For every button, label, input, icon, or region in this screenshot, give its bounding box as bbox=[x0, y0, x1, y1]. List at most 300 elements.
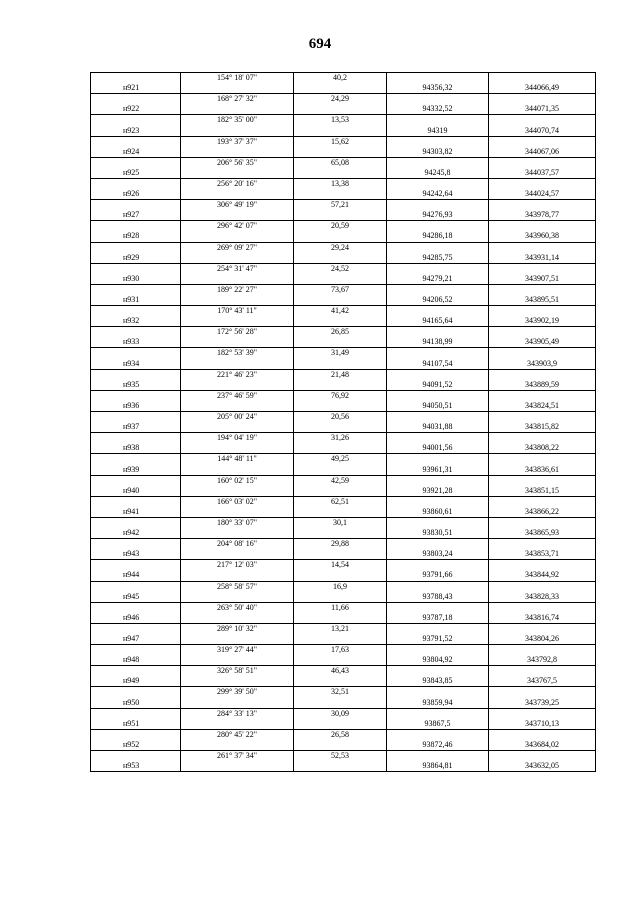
distance-cell: 41,42 bbox=[294, 306, 387, 317]
distance-cell-empty bbox=[294, 147, 387, 158]
point-row bbox=[91, 655, 596, 666]
x-cell-empty bbox=[387, 729, 489, 740]
point-name-cell: н944 bbox=[91, 570, 181, 581]
direction-angle-cell: 258° 58' 57" bbox=[181, 581, 294, 592]
y-cell-empty bbox=[489, 200, 596, 211]
angle-cell-empty bbox=[181, 422, 294, 433]
point-name-cell: н936 bbox=[91, 401, 181, 412]
point-name-cell: н938 bbox=[91, 443, 181, 454]
distance-cell-empty bbox=[294, 253, 387, 264]
segment-row bbox=[91, 136, 596, 147]
direction-angle-cell: 206° 56' 35" bbox=[181, 157, 294, 168]
x-coordinate-cell: 94303,82 bbox=[387, 147, 489, 158]
distance-cell-empty bbox=[294, 549, 387, 560]
distance-cell-empty bbox=[294, 422, 387, 433]
y-cell-empty bbox=[489, 517, 596, 528]
point-cell-empty bbox=[91, 94, 181, 105]
segment-row bbox=[91, 327, 596, 338]
distance-cell: 31,49 bbox=[294, 348, 387, 359]
direction-angle-cell: 182° 53' 39" bbox=[181, 348, 294, 359]
x-cell-empty bbox=[387, 136, 489, 147]
segment-row bbox=[91, 390, 596, 401]
distance-cell-empty bbox=[294, 231, 387, 242]
angle-cell-empty bbox=[181, 337, 294, 348]
y-coordinate-cell: 343902,19 bbox=[489, 316, 596, 327]
distance-cell: 29,88 bbox=[294, 539, 387, 550]
y-coordinate-cell: 343792,8 bbox=[489, 655, 596, 666]
point-name-cell: н925 bbox=[91, 168, 181, 179]
distance-cell: 30,09 bbox=[294, 708, 387, 719]
point-row bbox=[91, 380, 596, 391]
x-cell-empty bbox=[387, 200, 489, 211]
point-name-cell: н942 bbox=[91, 528, 181, 539]
point-name-cell: н943 bbox=[91, 549, 181, 560]
segment-row bbox=[91, 581, 596, 592]
x-cell-empty bbox=[387, 178, 489, 189]
segment-row bbox=[91, 475, 596, 486]
y-cell-empty bbox=[489, 348, 596, 359]
segment-row bbox=[91, 284, 596, 295]
distance-cell: 26,85 bbox=[294, 327, 387, 338]
x-cell-empty bbox=[387, 115, 489, 126]
point-row bbox=[91, 528, 596, 539]
angle-cell-empty bbox=[181, 676, 294, 687]
point-name-cell: н926 bbox=[91, 189, 181, 200]
segment-row bbox=[91, 348, 596, 359]
point-cell-empty bbox=[91, 390, 181, 401]
distance-cell-empty bbox=[294, 486, 387, 497]
point-cell-empty bbox=[91, 560, 181, 571]
x-cell-empty bbox=[387, 157, 489, 168]
point-cell-empty bbox=[91, 729, 181, 740]
y-cell-empty bbox=[489, 284, 596, 295]
segment-row bbox=[91, 94, 596, 105]
point-name-cell: н937 bbox=[91, 422, 181, 433]
x-coordinate-cell: 93864,81 bbox=[387, 761, 489, 772]
point-cell-empty bbox=[91, 73, 181, 84]
point-row bbox=[91, 189, 596, 200]
distance-cell: 62,51 bbox=[294, 496, 387, 507]
segment-row bbox=[91, 221, 596, 232]
direction-angle-cell: 306° 49' 19" bbox=[181, 200, 294, 211]
x-cell-empty bbox=[387, 496, 489, 507]
angle-cell-empty bbox=[181, 549, 294, 560]
point-cell-empty bbox=[91, 412, 181, 423]
distance-cell-empty bbox=[294, 337, 387, 348]
angle-cell-empty bbox=[181, 528, 294, 539]
page-number: 694 bbox=[308, 36, 332, 52]
point-name-cell: н948 bbox=[91, 655, 181, 666]
distance-cell-empty bbox=[294, 740, 387, 751]
direction-angle-cell: 319° 27' 44" bbox=[181, 645, 294, 656]
y-coordinate-cell: 343684,02 bbox=[489, 740, 596, 751]
direction-angle-cell: 154° 18' 07" bbox=[181, 73, 294, 84]
y-coordinate-cell: 343853,71 bbox=[489, 549, 596, 560]
direction-angle-cell: 205° 00' 24" bbox=[181, 412, 294, 423]
distance-cell: 13,38 bbox=[294, 178, 387, 189]
direction-angle-cell: 280° 45' 22" bbox=[181, 729, 294, 740]
point-row bbox=[91, 740, 596, 751]
angle-cell-empty bbox=[181, 486, 294, 497]
y-cell-empty bbox=[489, 539, 596, 550]
angle-cell-empty bbox=[181, 380, 294, 391]
point-name-cell: н953 bbox=[91, 761, 181, 772]
angle-cell-empty bbox=[181, 168, 294, 179]
distance-cell: 57,21 bbox=[294, 200, 387, 211]
direction-angle-cell: 194° 04' 19" bbox=[181, 433, 294, 444]
y-cell-empty bbox=[489, 623, 596, 634]
point-row bbox=[91, 549, 596, 560]
coordinates-table-body bbox=[91, 73, 596, 772]
point-cell-empty bbox=[91, 581, 181, 592]
y-cell-empty bbox=[489, 157, 596, 168]
x-cell-empty bbox=[387, 560, 489, 571]
distance-cell: 42,59 bbox=[294, 475, 387, 486]
x-coordinate-cell: 93859,94 bbox=[387, 698, 489, 709]
angle-cell-empty bbox=[181, 231, 294, 242]
direction-angle-cell: 144° 48' 11" bbox=[181, 454, 294, 465]
x-coordinate-cell: 94356,32 bbox=[387, 83, 489, 94]
y-cell-empty bbox=[489, 327, 596, 338]
direction-angle-cell: 160° 02' 15" bbox=[181, 475, 294, 486]
x-cell-empty bbox=[387, 645, 489, 656]
point-name-cell: н924 bbox=[91, 147, 181, 158]
angle-cell-empty bbox=[181, 210, 294, 221]
point-row bbox=[91, 359, 596, 370]
point-cell-empty bbox=[91, 263, 181, 274]
y-cell-empty bbox=[489, 263, 596, 274]
y-cell-empty bbox=[489, 666, 596, 677]
segment-row bbox=[91, 306, 596, 317]
distance-cell-empty bbox=[294, 83, 387, 94]
direction-angle-cell: 261° 37' 34" bbox=[181, 751, 294, 762]
x-cell-empty bbox=[387, 454, 489, 465]
y-cell-empty bbox=[489, 369, 596, 380]
point-cell-empty bbox=[91, 623, 181, 634]
y-coordinate-cell: 343632,05 bbox=[489, 761, 596, 772]
x-coordinate-cell: 93961,31 bbox=[387, 464, 489, 475]
point-row bbox=[91, 168, 596, 179]
distance-cell: 24,52 bbox=[294, 263, 387, 274]
segment-row bbox=[91, 708, 596, 719]
distance-cell: 21,48 bbox=[294, 369, 387, 380]
x-coordinate-cell: 93867,5 bbox=[387, 719, 489, 730]
point-cell-empty bbox=[91, 539, 181, 550]
segment-row bbox=[91, 454, 596, 465]
segment-row bbox=[91, 560, 596, 571]
distance-cell: 29,24 bbox=[294, 242, 387, 253]
point-row bbox=[91, 147, 596, 158]
distance-cell: 15,62 bbox=[294, 136, 387, 147]
segment-row bbox=[91, 263, 596, 274]
point-row bbox=[91, 570, 596, 581]
direction-angle-cell: 237° 46' 59" bbox=[181, 390, 294, 401]
x-coordinate-cell: 94001,56 bbox=[387, 443, 489, 454]
angle-cell-empty bbox=[181, 761, 294, 772]
y-coordinate-cell: 343804,26 bbox=[489, 634, 596, 645]
x-coordinate-cell: 94138,99 bbox=[387, 337, 489, 348]
segment-row bbox=[91, 433, 596, 444]
x-cell-empty bbox=[387, 475, 489, 486]
direction-angle-cell: 221° 46' 23" bbox=[181, 369, 294, 380]
angle-cell-empty bbox=[181, 507, 294, 518]
y-cell-empty bbox=[489, 729, 596, 740]
angle-cell-empty bbox=[181, 83, 294, 94]
point-cell-empty bbox=[91, 327, 181, 338]
x-coordinate-cell: 93804,92 bbox=[387, 655, 489, 666]
direction-angle-cell: 168° 27' 32" bbox=[181, 94, 294, 105]
distance-cell-empty bbox=[294, 189, 387, 200]
y-cell-empty bbox=[489, 708, 596, 719]
distance-cell: 52,53 bbox=[294, 751, 387, 762]
point-name-cell: н949 bbox=[91, 676, 181, 687]
y-cell-empty bbox=[489, 687, 596, 698]
y-coordinate-cell: 344024,57 bbox=[489, 189, 596, 200]
x-cell-empty bbox=[387, 369, 489, 380]
distance-cell-empty bbox=[294, 570, 387, 581]
point-row bbox=[91, 422, 596, 433]
segment-row bbox=[91, 623, 596, 634]
segment-row bbox=[91, 517, 596, 528]
x-coordinate-cell: 94276,93 bbox=[387, 210, 489, 221]
direction-angle-cell: 263° 50' 40" bbox=[181, 602, 294, 613]
distance-cell: 20,56 bbox=[294, 412, 387, 423]
point-row bbox=[91, 634, 596, 645]
point-cell-empty bbox=[91, 517, 181, 528]
point-row bbox=[91, 761, 596, 772]
distance-cell-empty bbox=[294, 125, 387, 136]
point-name-cell: н922 bbox=[91, 104, 181, 115]
x-cell-empty bbox=[387, 602, 489, 613]
distance-cell: 24,29 bbox=[294, 94, 387, 105]
x-coordinate-cell: 94031,88 bbox=[387, 422, 489, 433]
distance-cell-empty bbox=[294, 359, 387, 370]
y-coordinate-cell: 343866,22 bbox=[489, 507, 596, 518]
x-coordinate-cell: 93788,43 bbox=[387, 592, 489, 603]
direction-angle-cell: 326° 58' 51" bbox=[181, 666, 294, 677]
distance-cell: 20,59 bbox=[294, 221, 387, 232]
direction-angle-cell: 289° 10' 32" bbox=[181, 623, 294, 634]
direction-angle-cell: 182° 35' 00" bbox=[181, 115, 294, 126]
point-name-cell: н928 bbox=[91, 231, 181, 242]
y-cell-empty bbox=[489, 306, 596, 317]
direction-angle-cell: 189° 22' 27" bbox=[181, 284, 294, 295]
point-name-cell: н945 bbox=[91, 592, 181, 603]
distance-cell-empty bbox=[294, 168, 387, 179]
y-cell-empty bbox=[489, 751, 596, 762]
segment-row bbox=[91, 496, 596, 507]
point-row bbox=[91, 295, 596, 306]
y-coordinate-cell: 343844,92 bbox=[489, 570, 596, 581]
y-cell-empty bbox=[489, 645, 596, 656]
segment-row bbox=[91, 242, 596, 253]
direction-angle-cell: 299° 39' 50" bbox=[181, 687, 294, 698]
x-cell-empty bbox=[387, 708, 489, 719]
angle-cell-empty bbox=[181, 443, 294, 454]
angle-cell-empty bbox=[181, 359, 294, 370]
angle-cell-empty bbox=[181, 719, 294, 730]
x-coordinate-cell: 94245,8 bbox=[387, 168, 489, 179]
distance-cell: 11,66 bbox=[294, 602, 387, 613]
point-row bbox=[91, 443, 596, 454]
direction-angle-cell: 170° 43' 11" bbox=[181, 306, 294, 317]
distance-cell: 16,9 bbox=[294, 581, 387, 592]
x-coordinate-cell: 94279,21 bbox=[387, 274, 489, 285]
distance-cell: 49,25 bbox=[294, 454, 387, 465]
y-coordinate-cell: 344071,35 bbox=[489, 104, 596, 115]
point-name-cell: н946 bbox=[91, 613, 181, 624]
angle-cell-empty bbox=[181, 740, 294, 751]
point-cell-empty bbox=[91, 687, 181, 698]
point-name-cell: н950 bbox=[91, 698, 181, 709]
point-cell-empty bbox=[91, 348, 181, 359]
angle-cell-empty bbox=[181, 613, 294, 624]
distance-cell-empty bbox=[294, 464, 387, 475]
direction-angle-cell: 166° 03' 02" bbox=[181, 496, 294, 507]
point-name-cell: н929 bbox=[91, 253, 181, 264]
point-cell-empty bbox=[91, 221, 181, 232]
point-cell-empty bbox=[91, 136, 181, 147]
distance-cell-empty bbox=[294, 634, 387, 645]
x-cell-empty bbox=[387, 263, 489, 274]
y-coordinate-cell: 343978,77 bbox=[489, 210, 596, 221]
y-cell-empty bbox=[489, 496, 596, 507]
direction-angle-cell: 269° 09' 27" bbox=[181, 242, 294, 253]
segment-row bbox=[91, 412, 596, 423]
distance-cell: 46,43 bbox=[294, 666, 387, 677]
y-cell-empty bbox=[489, 94, 596, 105]
x-cell-empty bbox=[387, 284, 489, 295]
y-cell-empty bbox=[489, 433, 596, 444]
segment-row bbox=[91, 157, 596, 168]
point-cell-empty bbox=[91, 708, 181, 719]
y-coordinate-cell: 344070,74 bbox=[489, 125, 596, 136]
y-cell-empty bbox=[489, 454, 596, 465]
y-coordinate-cell: 344066,49 bbox=[489, 83, 596, 94]
point-row bbox=[91, 253, 596, 264]
x-coordinate-cell: 93872,46 bbox=[387, 740, 489, 751]
angle-cell-empty bbox=[181, 634, 294, 645]
segment-row bbox=[91, 73, 596, 84]
point-cell-empty bbox=[91, 454, 181, 465]
distance-cell-empty bbox=[294, 676, 387, 687]
x-cell-empty bbox=[387, 539, 489, 550]
angle-cell-empty bbox=[181, 316, 294, 327]
point-row bbox=[91, 125, 596, 136]
point-name-cell: н941 bbox=[91, 507, 181, 518]
point-row bbox=[91, 274, 596, 285]
x-cell-empty bbox=[387, 517, 489, 528]
y-coordinate-cell: 343739,25 bbox=[489, 698, 596, 709]
y-cell-empty bbox=[489, 115, 596, 126]
x-cell-empty bbox=[387, 623, 489, 634]
x-coordinate-cell: 93787,18 bbox=[387, 613, 489, 624]
direction-angle-cell: 172° 56' 28" bbox=[181, 327, 294, 338]
point-cell-empty bbox=[91, 496, 181, 507]
point-row bbox=[91, 104, 596, 115]
point-name-cell: н933 bbox=[91, 337, 181, 348]
distance-cell-empty bbox=[294, 613, 387, 624]
x-cell-empty bbox=[387, 433, 489, 444]
distance-cell: 76,92 bbox=[294, 390, 387, 401]
point-name-cell: н931 bbox=[91, 295, 181, 306]
angle-cell-empty bbox=[181, 147, 294, 158]
distance-cell-empty bbox=[294, 528, 387, 539]
segment-row bbox=[91, 178, 596, 189]
x-coordinate-cell: 94242,64 bbox=[387, 189, 489, 200]
segment-row bbox=[91, 369, 596, 380]
y-coordinate-cell: 343895,51 bbox=[489, 295, 596, 306]
x-coordinate-cell: 94332,52 bbox=[387, 104, 489, 115]
x-cell-empty bbox=[387, 221, 489, 232]
angle-cell-empty bbox=[181, 189, 294, 200]
distance-cell: 40,2 bbox=[294, 73, 387, 84]
angle-cell-empty bbox=[181, 570, 294, 581]
point-cell-empty bbox=[91, 115, 181, 126]
x-cell-empty bbox=[387, 242, 489, 253]
y-cell-empty bbox=[489, 560, 596, 571]
point-cell-empty bbox=[91, 157, 181, 168]
y-coordinate-cell: 343767,5 bbox=[489, 676, 596, 687]
angle-cell-empty bbox=[181, 274, 294, 285]
segment-row bbox=[91, 666, 596, 677]
point-row bbox=[91, 464, 596, 475]
y-coordinate-cell: 343907,51 bbox=[489, 274, 596, 285]
distance-cell: 17,63 bbox=[294, 645, 387, 656]
x-cell-empty bbox=[387, 327, 489, 338]
x-coordinate-cell: 93843,85 bbox=[387, 676, 489, 687]
y-coordinate-cell: 343851,15 bbox=[489, 486, 596, 497]
distance-cell-empty bbox=[294, 274, 387, 285]
x-coordinate-cell: 94286,18 bbox=[387, 231, 489, 242]
point-row bbox=[91, 719, 596, 730]
y-cell-empty bbox=[489, 390, 596, 401]
point-cell-empty bbox=[91, 751, 181, 762]
distance-cell: 31,26 bbox=[294, 433, 387, 444]
direction-angle-cell: 193° 37' 37" bbox=[181, 136, 294, 147]
point-row bbox=[91, 337, 596, 348]
distance-cell: 73,67 bbox=[294, 284, 387, 295]
y-coordinate-cell: 343824,51 bbox=[489, 401, 596, 412]
y-cell-empty bbox=[489, 73, 596, 84]
segment-row bbox=[91, 645, 596, 656]
direction-angle-cell: 180° 33' 07" bbox=[181, 517, 294, 528]
point-cell-empty bbox=[91, 242, 181, 253]
segment-row bbox=[91, 602, 596, 613]
point-cell-empty bbox=[91, 433, 181, 444]
distance-cell-empty bbox=[294, 295, 387, 306]
point-name-cell: н940 bbox=[91, 486, 181, 497]
point-name-cell: н935 bbox=[91, 380, 181, 391]
y-coordinate-cell: 344037,57 bbox=[489, 168, 596, 179]
distance-cell: 13,53 bbox=[294, 115, 387, 126]
point-row bbox=[91, 83, 596, 94]
y-coordinate-cell: 343903,9 bbox=[489, 359, 596, 370]
x-cell-empty bbox=[387, 390, 489, 401]
point-row bbox=[91, 507, 596, 518]
distance-cell-empty bbox=[294, 210, 387, 221]
x-coordinate-cell: 94107,54 bbox=[387, 359, 489, 370]
x-cell-empty bbox=[387, 73, 489, 84]
distance-cell-empty bbox=[294, 380, 387, 391]
y-coordinate-cell: 343836,61 bbox=[489, 464, 596, 475]
distance-cell-empty bbox=[294, 401, 387, 412]
distance-cell-empty bbox=[294, 719, 387, 730]
x-coordinate-cell: 93803,24 bbox=[387, 549, 489, 560]
direction-angle-cell: 296° 42' 07" bbox=[181, 221, 294, 232]
point-cell-empty bbox=[91, 475, 181, 486]
distance-cell: 14,54 bbox=[294, 560, 387, 571]
